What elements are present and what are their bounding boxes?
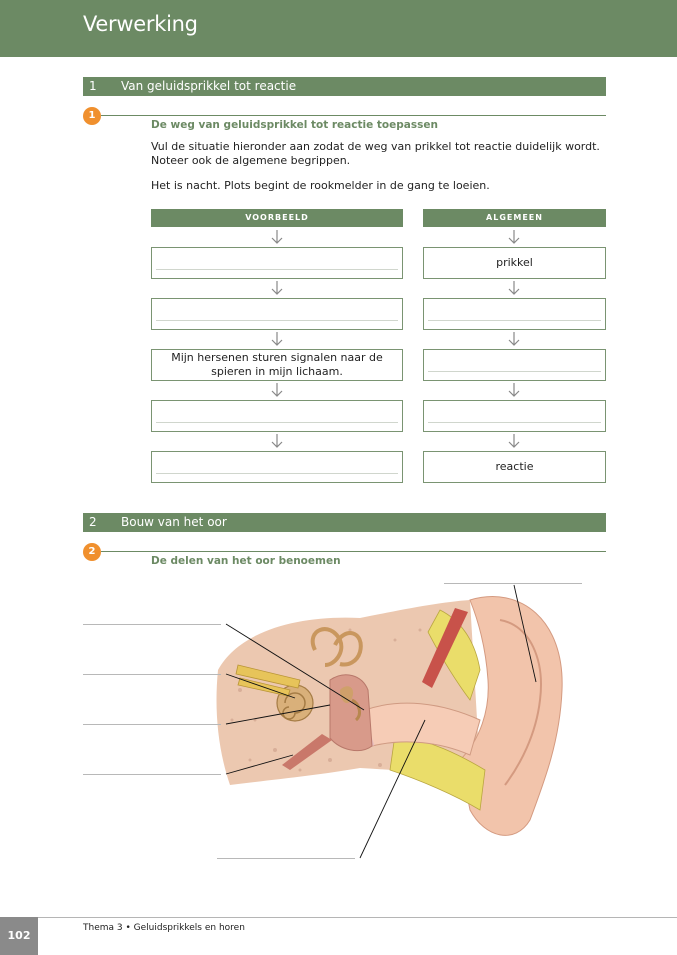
task-number-badge: 2 [83,543,101,561]
ear-cross-section-illustration [0,570,677,870]
answer-box-example-2[interactable] [151,298,403,330]
instruction-line: Noteer ook de algemene begrippen. [151,154,351,167]
box-text [424,401,605,431]
page-title: Verwerking [83,12,198,36]
task-divider [101,115,606,116]
box-text: Mijn hersenen sturen signalen naar de spieren in mijn lichaam. [171,351,383,378]
box-text [152,299,402,329]
box-text [424,299,605,329]
label-answer-line[interactable] [83,674,221,675]
arrow-down-icon [507,433,521,449]
label-answer-line[interactable] [83,774,221,775]
section-title: Bouw van het oor [121,515,227,529]
box-text: prikkel [496,256,533,269]
task-instruction [151,140,600,168]
answer-box-general-5 [423,451,606,483]
box-text [152,401,402,431]
answer-box-general-2[interactable] [423,298,606,330]
task-divider [101,551,606,552]
label-answer-line[interactable] [217,858,355,859]
arrow-down-icon [270,382,284,398]
answer-box-general-3[interactable] [423,349,606,381]
answer-box-example-3 [151,349,403,381]
label-answer-line[interactable] [83,724,221,725]
answer-box-general-4[interactable] [423,400,606,432]
arrow-down-icon [270,229,284,245]
section-title: Van geluidsprikkel tot reactie [121,79,297,93]
column-header-example: VOORBEELD [151,209,403,227]
task-title: De weg van geluidsprikkel tot reactie toepassen [151,119,438,131]
arrow-down-icon [507,382,521,398]
arrow-down-icon [270,433,284,449]
box-text [152,248,402,278]
instruction-line: Vul de situatie hieronder aan zodat de weg van prikkel tot reactie duidelijk wordt. [151,140,600,153]
arrow-down-icon [507,280,521,296]
section-bar-1 [83,77,606,96]
box-text [152,452,402,482]
arrow-down-icon [270,331,284,347]
box-text [424,350,605,380]
arrow-down-icon [507,331,521,347]
answer-box-example-4[interactable] [151,400,403,432]
label-answer-line[interactable] [83,624,221,625]
answer-box-example-1[interactable] [151,247,403,279]
arrow-down-icon [507,229,521,245]
section-number: 2 [89,515,97,529]
section-bar-2 [83,513,606,532]
situation-text: Het is nacht. Plots begint de rookmelder in de gang te loeien. [151,179,490,192]
arrow-down-icon [270,280,284,296]
label-answer-line[interactable] [444,583,582,584]
task-number-badge: 1 [83,107,101,125]
page-number: 102 [0,917,38,955]
task-title: De delen van het oor benoemen [151,555,341,567]
footer-text: Thema 3 • Geluidsprikkels en horen [83,923,245,933]
answer-box-example-5[interactable] [151,451,403,483]
footer-rule [38,917,677,918]
section-number: 1 [89,79,97,93]
answer-box-general-1 [423,247,606,279]
box-text: reactie [495,460,534,473]
column-header-general: ALGEMEEN [423,209,606,227]
